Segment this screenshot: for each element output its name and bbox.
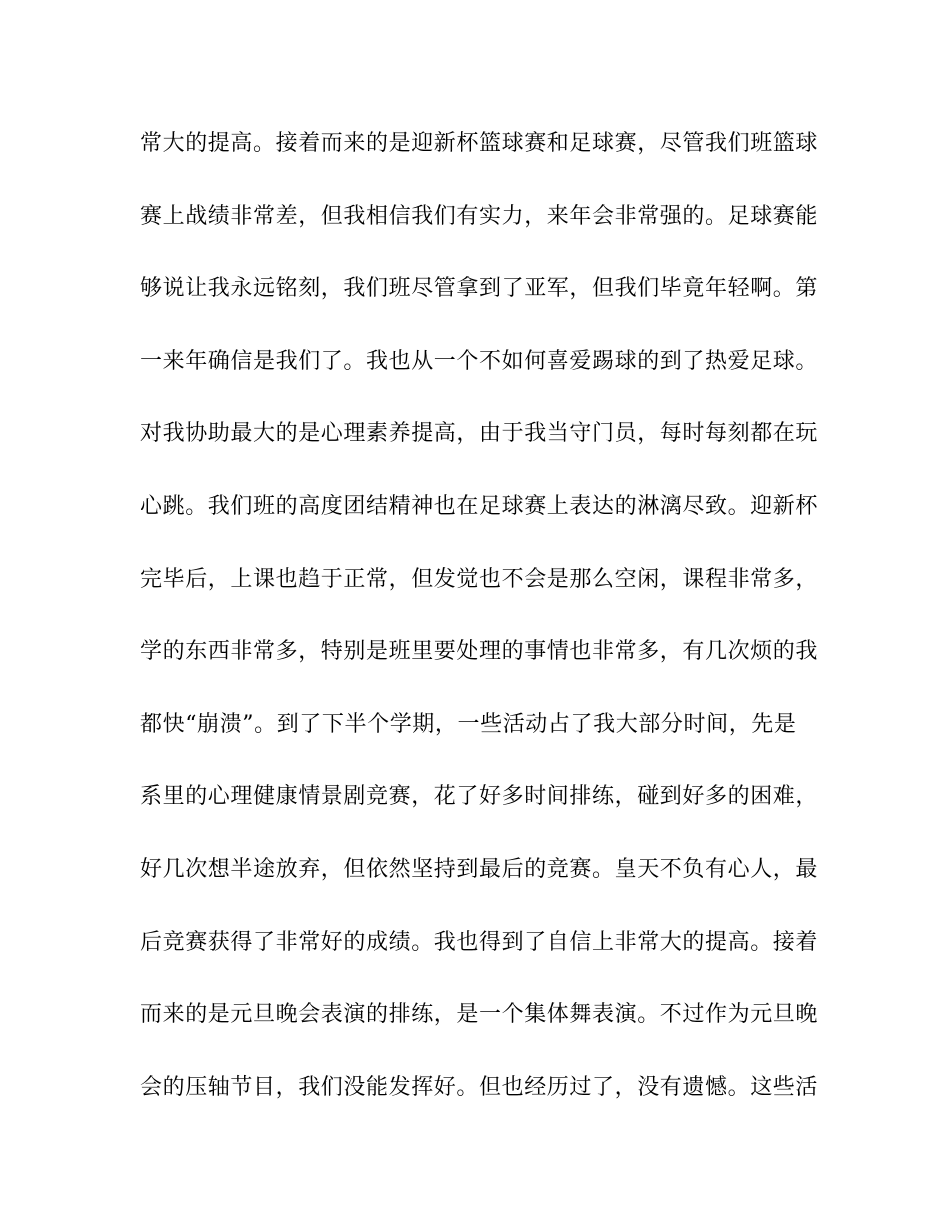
text-line-6: 心跳。我们班的高度团结精神也在足球赛上表达的淋漓尽致。迎新杯 (140, 493, 819, 519)
text-line-1: 常大的提高。接着而来的是迎新杯篮球赛和足球赛，尽管我们班篮球 (140, 131, 819, 156)
text-line-11: 好几次想半途放弃，但依然坚持到最后的竞赛。皇天不负有心人，最 (140, 856, 819, 882)
body-paragraph (140, 120, 819, 1136)
text-line-3: 够说让我永远铭刻，我们班尽管拿到了亚军，但我们毕竟年轻啊。第 (140, 276, 819, 302)
text-line-7: 完毕后，上课也趋于正常，但发觉也不会是那么空闲，课程非常多， (140, 566, 819, 592)
text-line-12: 后竞赛获得了非常好的成绩。我也得到了自信上非常大的提高。接着 (140, 929, 819, 955)
text-line-4: 一来年确信是我们了。我也从一个不如何喜爱踢球的到了热爱足球。 (140, 348, 819, 374)
text-line-8: 学的东西非常多，特别是班里要处理的事情也非常多，有几次烦的我 (140, 639, 819, 665)
text-line-10: 系里的心理健康情景剧竞赛，花了好多时间排练，碰到好多的困难， (140, 784, 819, 810)
text-line-14: 会的压轴节目，我们没能发挥好。但也经历过了，没有遗憾。这些活 (140, 1074, 819, 1100)
text-line-9: 都快“崩溃”。到了下半个学期，一些活动占了我大部分时间，先是 (140, 711, 797, 737)
text-line-13: 而来的是元旦晚会表演的排练，是一个集体舞表演。不过作为元旦晚 (140, 1002, 819, 1028)
text-line-2: 赛上战绩非常差，但我相信我们有实力，来年会非常强的。足球赛能 (140, 203, 819, 229)
text-line-5: 对我协助最大的是心理素养提高，由于我当守门员，每时每刻都在玩 (140, 421, 819, 447)
